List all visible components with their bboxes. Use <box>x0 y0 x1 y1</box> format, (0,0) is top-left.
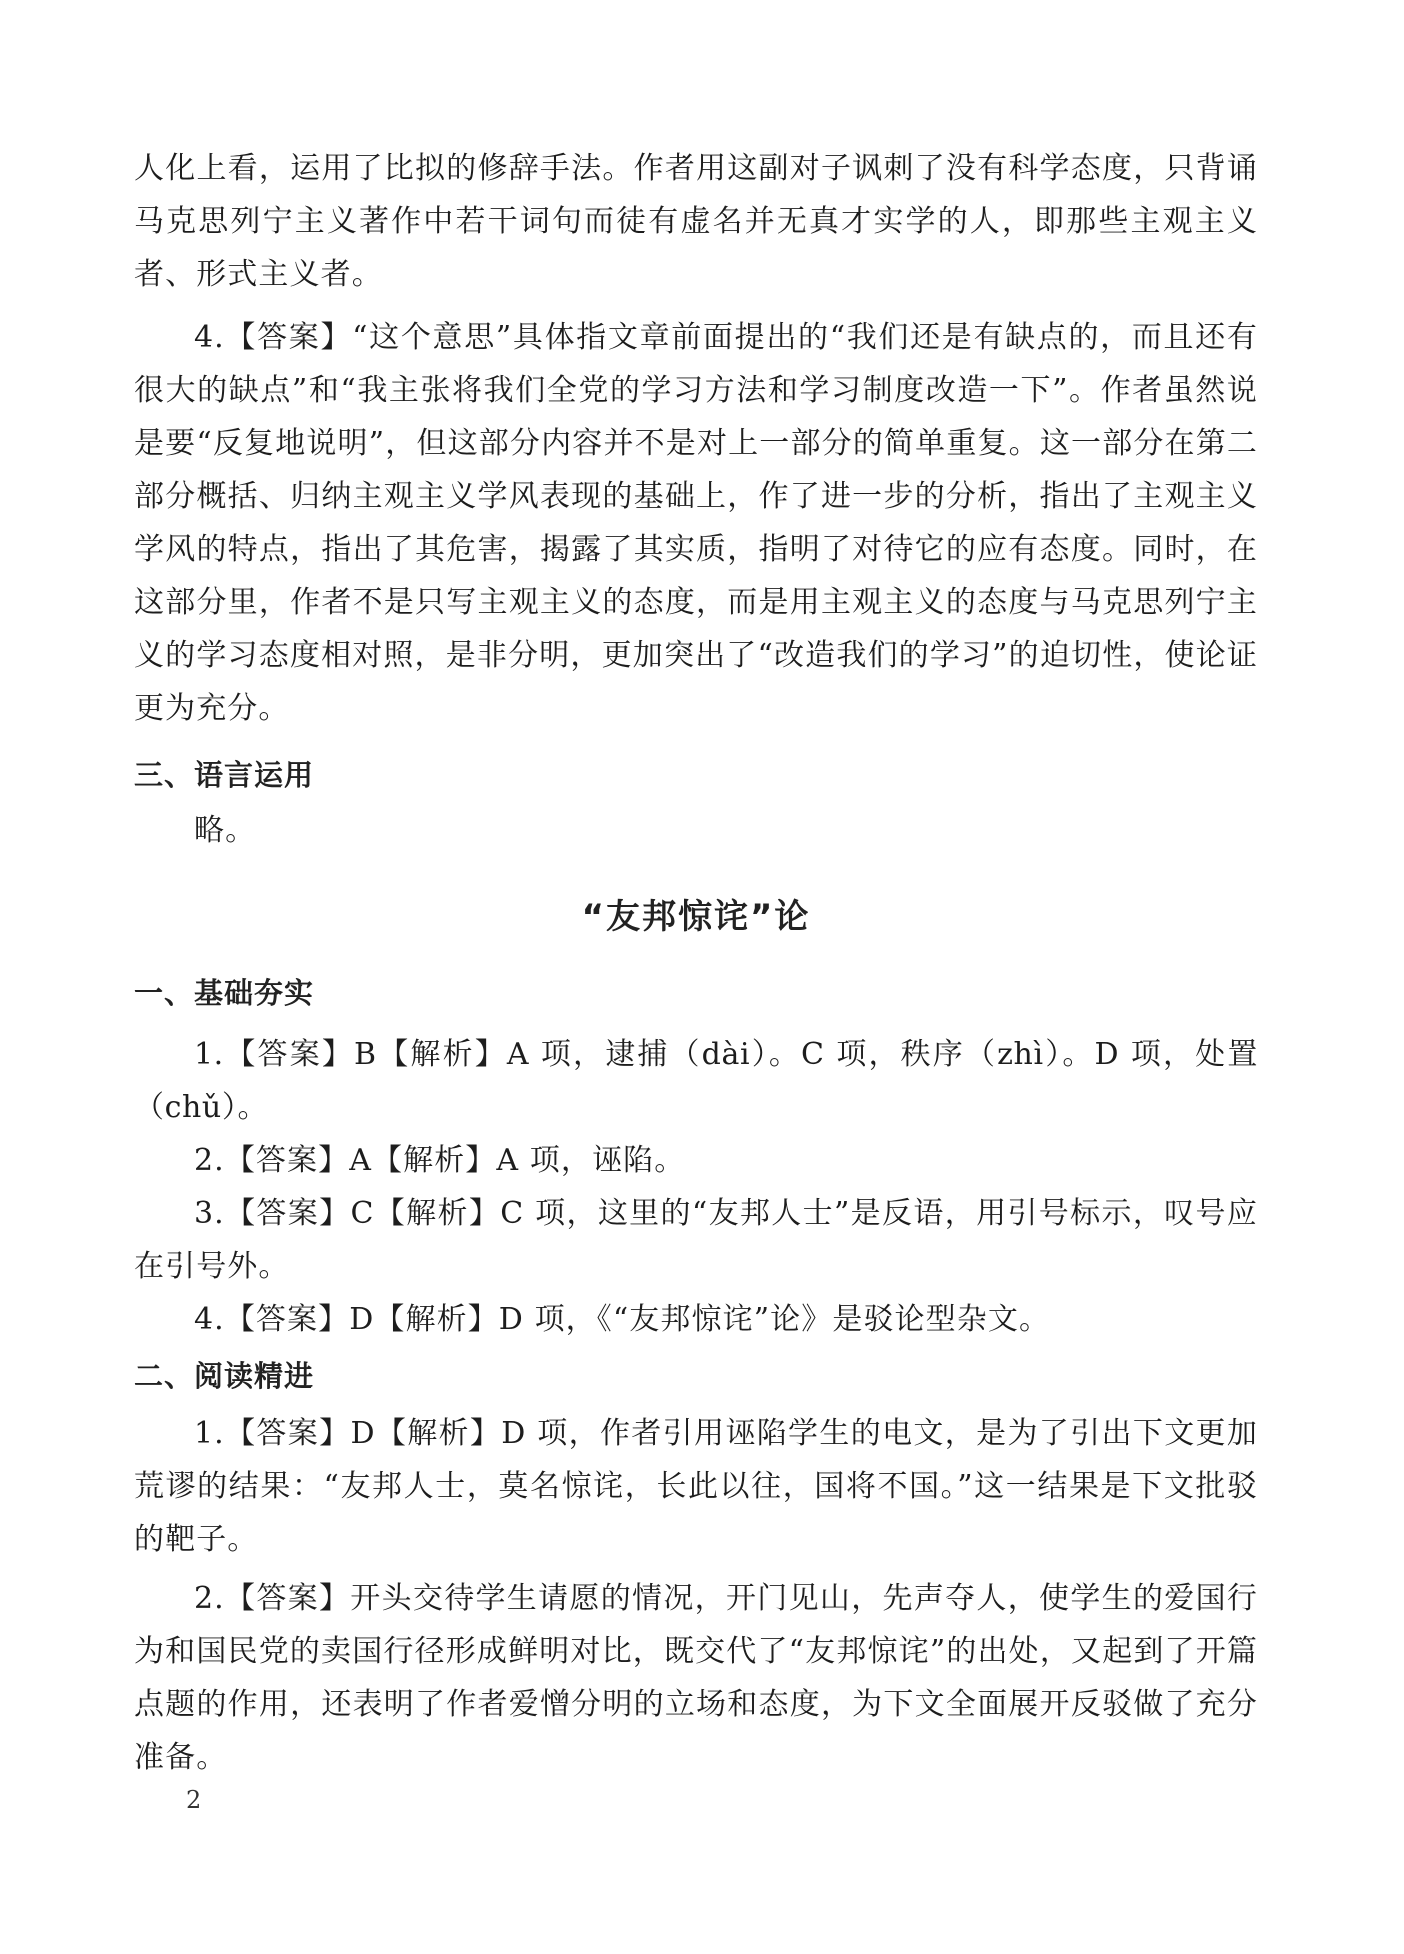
section-heading-reading: 二、阅读精进 <box>134 1359 315 1393</box>
reading-item-1: 1.【答案】D【解析】D 项，作者引用诬陷学生的电文，是为了引出下文更加荒谬的结果：“友邦人士，莫名惊诧，长此以往，国将不国。”这一结果是下文批驳的靶子。 <box>134 1416 1258 1557</box>
section-heading-language: 三、语言运用 <box>134 758 315 792</box>
page-content <box>134 142 1258 1784</box>
section-heading-basics: 一、基础夯实 <box>134 976 315 1010</box>
basics-item-3: 3.【答案】C【解析】C 项，这里的“友邦人士”是反语，用引号标示，叹号应在引号外。 <box>134 1196 1258 1284</box>
reading-item-2: 2.【答案】开头交待学生请愿的情况，开门见山，先声夺人，使学生的爱国行为和国民党的卖国行径形成鲜明对比，既交代了“友邦惊诧”的出处，又起到了开篇点题的作用，还表明了作者爱憎分明的立场和态度，为下文全面展开反驳做了充分准备。 <box>134 1581 1258 1775</box>
article-title: “友邦惊诧”论 <box>581 897 811 937</box>
continued-paragraph: 人化上看，运用了比拟的修辞手法。作者用这副对子讽刺了没有科学态度，只背诵马克思列宁主义著作中若干词句而徒有虚名并无真才实学的人，即那些主观主义者、形式主义者。 <box>134 151 1258 292</box>
basics-item-2: 2.【答案】A【解析】A 项，诬陷。 <box>194 1143 686 1178</box>
language-answer: 略。 <box>194 813 257 848</box>
answer-4-paragraph: 4.【答案】“这个意思”具体指文章前面提出的“我们还是有缺点的，而且还有很大的缺点”和“我主张将我们全党的学习方法和学习制度改造一下”。作者虽然说是要“反复地说明”，但这部分内容并不是对上一部分的简单重复。这一部分在第二部分概括、归纳主观主义学风表现的基础上，作了进一步的分析，指出了主观主义学风的特点，指出了其危害，揭露了其实质，指明了对待它的应有态度。同时，在这部分里，作者不是只写主观主义的态度，而是用主观主义的态度与马克思列宁主义的学习态度相对照，是非分明，更加突出了“改造我们的学习”的迫切性，使论证更为充分。 <box>134 320 1258 726</box>
basics-item-1: 1.【答案】B【解析】A 项，逮捕（dài）。C 项，秩序（zhì）。D 项，处置（chǔ）。 <box>134 1037 1258 1125</box>
page-number: 2 <box>186 1786 202 1814</box>
basics-item-4: 4.【答案】D【解析】D 项，《“友邦惊诧”论》是驳论型杂文。 <box>194 1302 1051 1337</box>
